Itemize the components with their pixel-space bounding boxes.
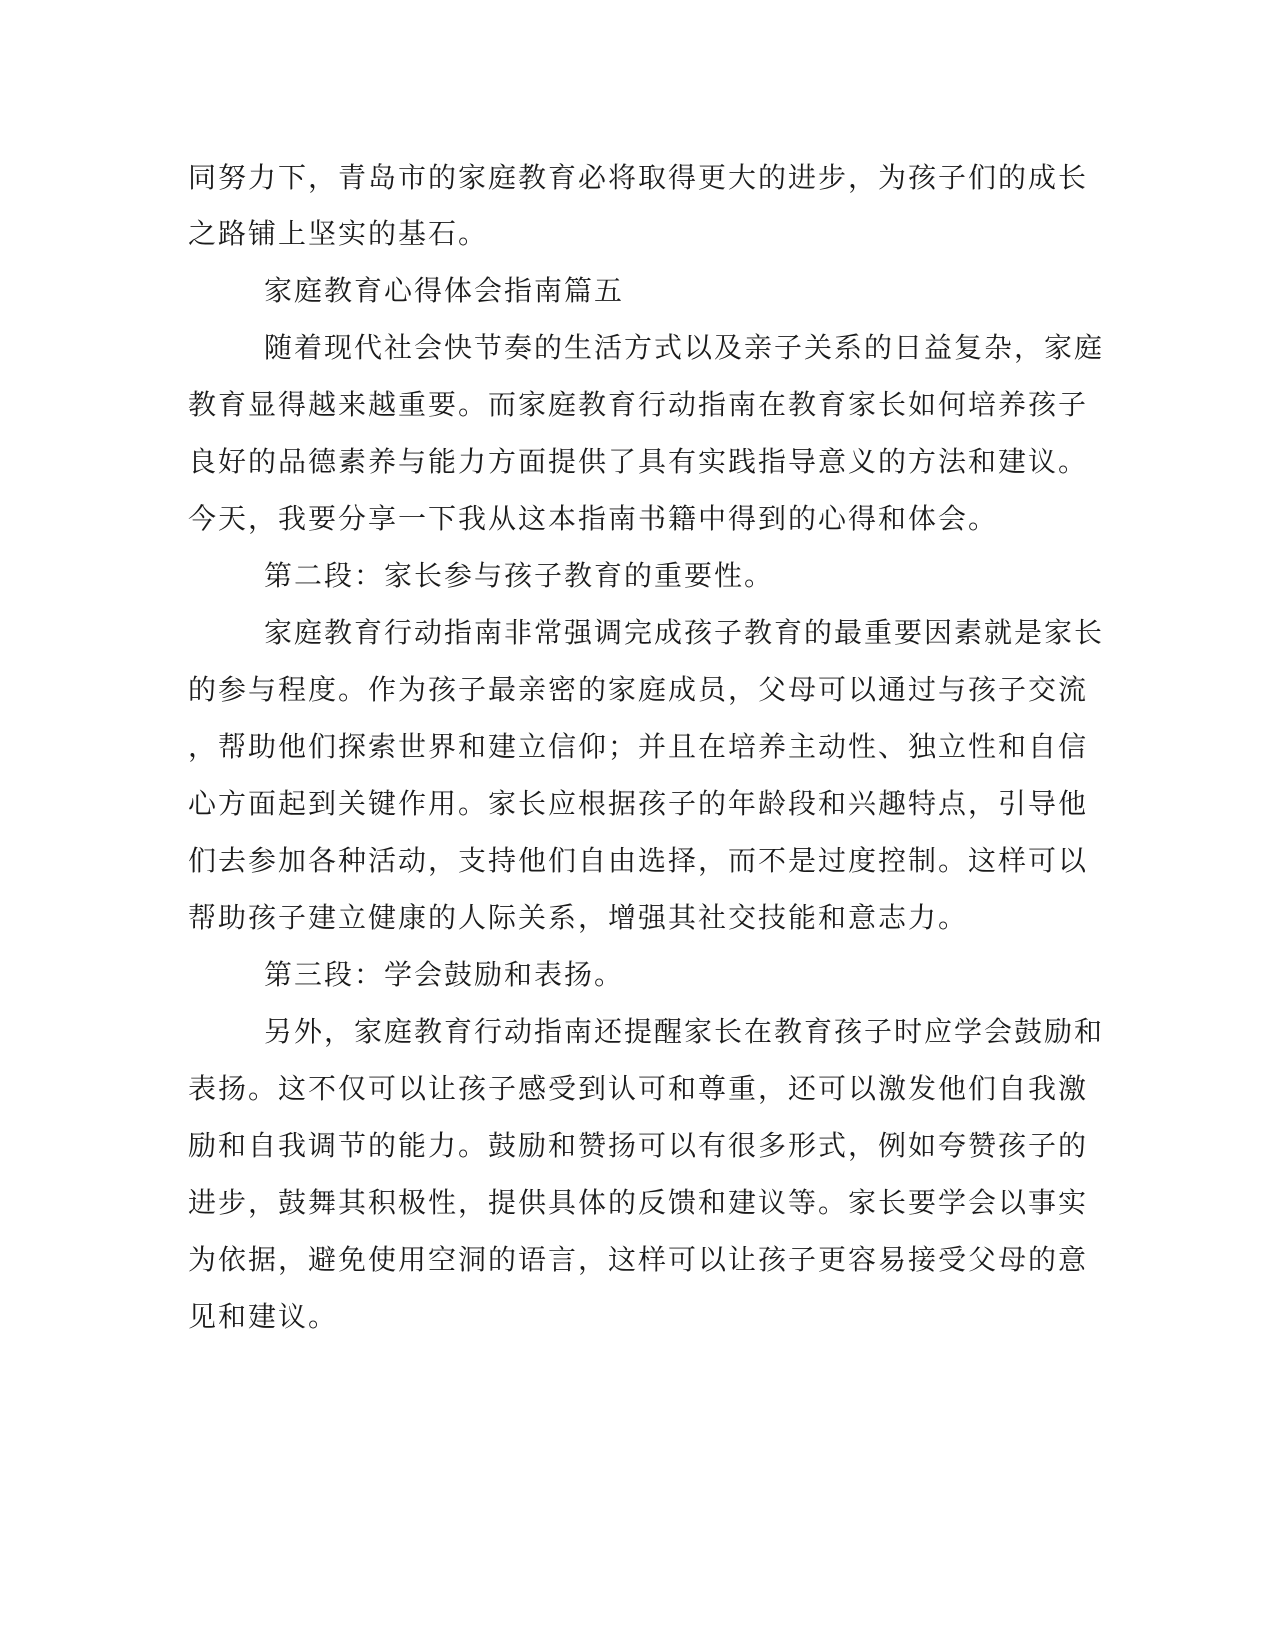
text-line: 今天，我要分享一下我从这本指南书籍中得到的心得和体会。 (188, 502, 999, 535)
text-line: 们去参加各种活动，支持他们自由选择，而不是过度控制。这样可以 (188, 844, 1089, 877)
text-line: 良好的品德素养与能力方面提供了具有实践指导意义的方法和建议。 (188, 445, 1089, 478)
text-line: 见和建议。 (188, 1300, 339, 1333)
paragraph-heading: 第二段：家长参与孩子教育的重要性。 (264, 559, 775, 592)
text-line: 家庭教育行动指南非常强调完成孩子教育的最重要因素就是家长 (264, 616, 1105, 649)
text-line: ，帮助他们探索世界和建立信仰；并且在培养主动性、独立性和自信 (188, 730, 1089, 763)
text-line: 帮助孩子建立健康的人际关系，增强其社交技能和意志力。 (188, 901, 969, 934)
text-line: 之路铺上坚实的基石。 (188, 217, 489, 250)
text-line: 教育显得越来越重要。而家庭教育行动指南在教育家长如何培养孩子 (188, 388, 1089, 421)
paragraph-heading: 第三段：学会鼓励和表扬。 (264, 958, 625, 991)
text-line: 的参与程度。作为孩子最亲密的家庭成员，父母可以通过与孩子交流 (188, 673, 1089, 706)
text-line: 为依据，避免使用空洞的语言，这样可以让孩子更容易接受父母的意 (188, 1243, 1089, 1276)
text-line: 进步，鼓舞其积极性，提供具体的反馈和建议等。家长要学会以事实 (188, 1186, 1089, 1219)
text-line: 心方面起到关键作用。家长应根据孩子的年龄段和兴趣特点，引导他 (188, 787, 1089, 820)
text-line: 励和自我调节的能力。鼓励和赞扬可以有很多形式，例如夸赞孩子的 (188, 1129, 1089, 1162)
section-heading: 家庭教育心得体会指南篇五 (264, 274, 625, 307)
text-line: 表扬。这不仅可以让孩子感受到认可和尊重，还可以激发他们自我激 (188, 1072, 1089, 1105)
text-line: 同努力下，青岛市的家庭教育必将取得更大的进步，为孩子们的成长 (188, 161, 1089, 194)
text-line: 另外，家庭教育行动指南还提醒家长在教育孩子时应学会鼓励和 (264, 1015, 1105, 1048)
text-line: 随着现代社会快节奏的生活方式以及亲子关系的日益复杂，家庭 (264, 331, 1105, 364)
